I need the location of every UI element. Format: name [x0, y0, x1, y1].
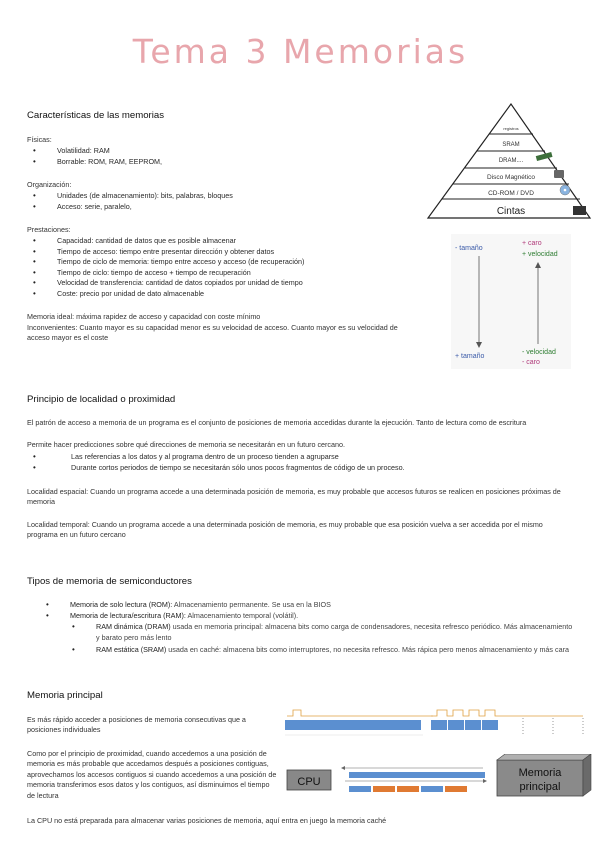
- principal-p2: Como por el principio de proximidad, cuando accedemos a una posición de memoria es más probable que accedamos después a posiciones contiguas, aprovechamos los accesos contiguos si cuando accedemos a una posición de memoria transferimos esos datos y los contiguos, así disminuimos el tiempo de lectura: [27, 749, 277, 800]
- pyramid-level-registros: registros: [503, 126, 519, 131]
- list-item: • Borrable: ROM, RAM, EEPROM,: [27, 157, 407, 168]
- list-item: • Unidades (de almacenamiento): bits, palabras, bloques: [27, 191, 407, 202]
- arrow-label-mas-velocidad: + velocidad: [522, 251, 558, 258]
- organizacion-label: Organización:: [27, 180, 72, 189]
- ram-types-list: [66, 622, 576, 656]
- fisicas-label: Físicas:: [27, 135, 52, 144]
- list-item: • Acceso: serie, paralelo,: [27, 202, 407, 213]
- list-item: • Volatilidad: RAM: [27, 146, 407, 157]
- pyramid-level-cintas: Cintas: [496, 206, 526, 217]
- arrow-label-mas-tamano: + tamaño: [455, 353, 485, 360]
- pyramid-level-sram: SRAM: [502, 142, 520, 148]
- memoria-ideal-text: Memoria ideal: máxima rapidez de acceso y capacidad con coste mínimo: [27, 312, 261, 321]
- pyramid-level-dram: DRAM....: [498, 158, 524, 164]
- timing-graphic: [283, 706, 598, 746]
- prestaciones-label: Prestaciones:: [27, 225, 71, 234]
- pyramid-level-cdrom: CD-ROM / DVD: [488, 190, 534, 197]
- tipos-list: [40, 600, 575, 621]
- pyramid-graphic: [426, 100, 596, 230]
- list-item: • Tiempo de ciclo: tiempo de acceso + tiempo de recuperación: [27, 268, 412, 279]
- principal-p3: La CPU no está preparada para almacenar varias posiciones de memoria, aquí entra en juego la memoria caché: [27, 816, 387, 825]
- section-heading-localidad: Principio de localidad o proximidad: [27, 394, 176, 405]
- memoria-label-line1: Memoria: [518, 767, 562, 779]
- localidad-temporal: Localidad temporal: Cuando un programa accede a una determinada posición de memoria, es muy probable que esa posición vuelva a ser accedida por el mismo programa en un futuro cercano: [27, 520, 543, 540]
- list-item-sram: • RAM estática (SRAM) usada en caché: almacena bits como interruptores, no necesita refresco. Más rápica pero menos almacenamiento y más cara: [66, 645, 576, 656]
- localidad-p1: El patrón de acceso a memoria de un programa es el conjunto de posiciones de memoria accedidas durante la ejecución. Tanto de lectura como de escritura: [27, 418, 527, 427]
- pyramid-level-disco: Disco Magnético: [486, 174, 536, 181]
- list-item-dram: • RAM dinámica (DRAM) usada en memoria principal: almacena bits como carga de condensadores, necesita refresco periódico. Más almacenamiento y barato pero más lento: [66, 622, 576, 643]
- fisicas-list: [27, 146, 407, 167]
- cpu-memory-diagram: [283, 754, 598, 804]
- list-item: • Velocidad de transferencia: cantidad de datos copiados por unidad de tiempo: [27, 278, 412, 289]
- localidad-list: [27, 452, 575, 473]
- arrow-label-menos-velocidad: - velocidad: [522, 349, 556, 356]
- prestaciones-list: [27, 236, 412, 300]
- principal-p1: Es más rápido acceder a posiciones de memoria consecutivas que a posiciones individuales: [27, 715, 246, 735]
- list-item: • Capacidad: cantidad de datos que es posible almacenar: [27, 236, 412, 247]
- section-heading-principal: Memoria principal: [27, 690, 103, 701]
- arrow-label-mas-caro: + caro: [522, 240, 542, 247]
- page-title: Tema 3 Memorias: [132, 32, 469, 71]
- tape-icon: [573, 206, 586, 215]
- list-item-ram: • Memoria de lectura/escritura (RAM): Almacenamiento temporal (volátil).: [40, 611, 575, 622]
- list-item: • Coste: precio por unidad de dato almacenable: [27, 289, 412, 300]
- size-speed-arrows: [451, 234, 571, 369]
- arrow-label-menos-caro: - caro: [522, 359, 540, 366]
- memory-access-timing-diagram: [283, 706, 598, 746]
- hard-disk-icon: [554, 170, 564, 178]
- localidad-espacial: Localidad espacial: Cuando un programa accede a una determinada posición de memoria, es muy probable que accesos futuros se realicen en posiciones próximas de memoria: [27, 487, 561, 507]
- memoria-label-line2: principal: [519, 781, 561, 793]
- list-item-rom: • Memoria de solo lectura (ROM): Almacenamiento permanente. Se usa en la BIOS: [40, 600, 575, 611]
- section-heading-tipos: Tipos de memoria de semiconductores: [27, 576, 192, 587]
- organizacion-list: [27, 191, 407, 212]
- inconvenientes-text: Inconvenientes: Cuanto mayor es su capacidad menor es su velocidad de acceso. Cuanto mayor es su velocidad de acceso mayor es el coste: [27, 323, 398, 343]
- memory-hierarchy-pyramid: [426, 100, 596, 230]
- arrows-graphic: [451, 234, 571, 369]
- list-item: • Tiempo de ciclo de memoria: tiempo entre acceso y acceso (de recuperación): [27, 257, 412, 268]
- arrow-label-menos-tamano: - tamaño: [455, 245, 483, 252]
- localidad-p2: Permite hacer predicciones sobre qué direcciones de memoria se necesitarán en un futuro cercano.: [27, 440, 346, 449]
- list-item: • Durante cortos periodos de tiempo se necesitarán sólo unos pocos fragmentos de código de un proceso.: [27, 463, 575, 474]
- cpu-memory-graphic: [283, 754, 598, 804]
- list-item: • Tiempo de acceso: tiempo entre presentar dirección y obtener datos: [27, 247, 412, 258]
- list-item: • Las referencias a los datos y al programa dentro de un proceso tienden a agruparse: [27, 452, 575, 463]
- section-heading-caracteristicas: Características de las memorias: [27, 110, 165, 121]
- cpu-label: CPU: [297, 776, 321, 788]
